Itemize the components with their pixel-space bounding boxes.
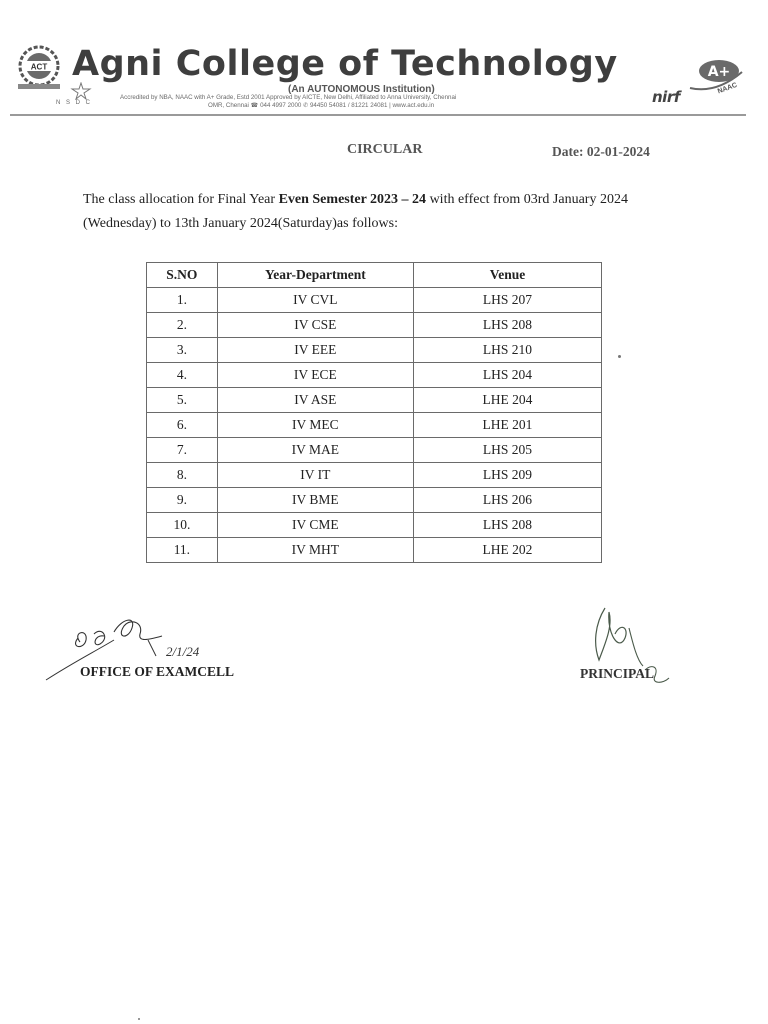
naac-aplus-badge-icon	[686, 58, 746, 96]
letterhead-rule	[10, 114, 746, 116]
cell-sno: 11.	[147, 538, 218, 563]
cell-department: IV MHT	[217, 538, 413, 563]
intro-semester: Even Semester 2023 – 24	[278, 192, 427, 207]
allocation-table	[146, 262, 602, 563]
cell-department: IV CME	[217, 513, 413, 538]
table-row	[147, 388, 602, 413]
table-row	[147, 488, 602, 513]
cell-department: IV ECE	[217, 363, 413, 388]
principal-label: PRINCIPAL	[580, 666, 654, 681]
cell-department: IV MEC	[217, 413, 413, 438]
cell-venue: LHS 207	[413, 288, 601, 313]
cell-sno: 3.	[147, 338, 218, 363]
cell-venue: LHS 206	[413, 488, 601, 513]
table-header-row	[147, 263, 602, 288]
cell-sno: 1.	[147, 288, 218, 313]
cell-venue: LHS 208	[413, 513, 601, 538]
college-name: Agni College of Technology	[72, 44, 618, 84]
cell-sno: 6.	[147, 413, 218, 438]
cell-sno: 8.	[147, 463, 218, 488]
college-logo-icon	[10, 44, 68, 92]
cell-sno: 10.	[147, 513, 218, 538]
table-row	[147, 413, 602, 438]
badge-caption: NAAC	[716, 81, 739, 96]
grade-badge-text: A+	[707, 64, 731, 80]
intro-text-end: with effect from 03rd January 2024 (Wednesday) to 13th January 2024(Saturday)as follows:	[83, 192, 628, 231]
cell-venue: LHE 202	[413, 538, 601, 563]
cell-department: IV MAE	[217, 438, 413, 463]
table-row	[147, 438, 602, 463]
accreditation-line: Accredited by NBA, NAAC with A+ Grade, Estd 2001 Approved by AICTE, New Delhi, Affiliated to Anna University, Chennai	[120, 94, 457, 101]
cell-venue: LHS 205	[413, 438, 601, 463]
institution-subtitle: (An AUTONOMOUS Institution)	[288, 84, 435, 95]
cell-department: IV ASE	[217, 388, 413, 413]
scan-speck	[618, 355, 621, 358]
cell-sno: 5.	[147, 388, 218, 413]
office-of-examcell-label: OFFICE OF EXAMCELL	[80, 664, 235, 679]
examcell-signature-date: 2/1/24	[166, 644, 200, 659]
intro-text-start: The class allocation for Final Year	[83, 192, 279, 207]
cell-venue: LHE 201	[413, 413, 601, 438]
header-year-department: Year-Department	[217, 263, 413, 288]
scan-speck	[138, 1018, 140, 1020]
contact-line: OMR, Chennai ☎ 044 4997 2000 ✆ 94450 54081 / 81221 24081 | www.act.edu.in	[208, 102, 435, 109]
table-row	[147, 313, 602, 338]
cell-sno: 4.	[147, 363, 218, 388]
nsdc-label: N S D C	[56, 100, 93, 106]
table-row	[147, 338, 602, 363]
cell-sno: 2.	[147, 313, 218, 338]
cell-venue: LHE 204	[413, 388, 601, 413]
cell-venue: LHS 210	[413, 338, 601, 363]
cell-department: IV CVL	[217, 288, 413, 313]
cell-department: IV CSE	[217, 313, 413, 338]
letterhead	[10, 40, 750, 118]
table-row	[147, 363, 602, 388]
svg-text:ACT: ACT	[30, 62, 48, 72]
circular-date: Date: 02-01-2024	[552, 144, 650, 159]
table-row	[147, 463, 602, 488]
cell-department: IV EEE	[217, 338, 413, 363]
cell-sno: 9.	[147, 488, 218, 513]
cell-venue: LHS 209	[413, 463, 601, 488]
intro-paragraph	[83, 188, 663, 236]
cell-department: IV IT	[217, 463, 413, 488]
table-row	[147, 288, 602, 313]
logo-caption	[12, 90, 64, 95]
table-row	[147, 538, 602, 563]
cell-department: IV BME	[217, 488, 413, 513]
cell-venue: LHS 204	[413, 363, 601, 388]
cell-sno: 7.	[147, 438, 218, 463]
table-row	[147, 513, 602, 538]
nirf-logo: nirf	[652, 88, 680, 106]
circular-title: CIRCULAR	[347, 142, 423, 157]
cell-venue: LHS 208	[413, 313, 601, 338]
header-sno: S.NO	[147, 263, 218, 288]
header-venue: Venue	[413, 263, 601, 288]
star-emblem-icon	[70, 82, 92, 100]
